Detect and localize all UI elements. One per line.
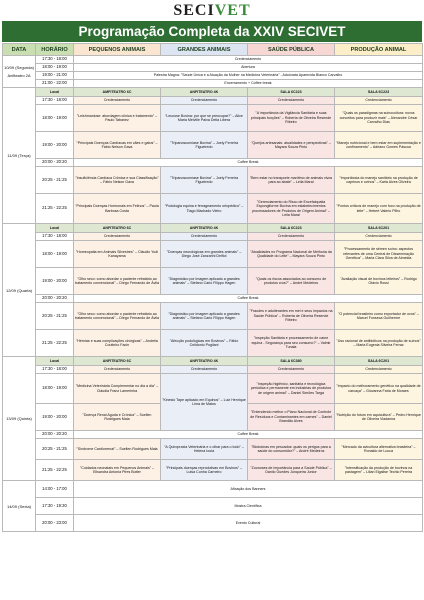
location-label: Local: [36, 224, 74, 233]
location-animal-production: SALA 6C201: [335, 224, 423, 233]
table-row: [3, 241, 423, 268]
session-cell: Credenciamento: [335, 233, 423, 241]
session-cell: "Tripanossomíase Bovina" – Joely Ferreira Figueiredo: [161, 167, 248, 194]
session-cell: "Leucose Bovina: por que se preocupar?" – Alice Maria Melville Paiva Della Libera: [161, 105, 248, 132]
session-cell: "Doenças neurológicas em grandes animais" – Diego José Zanzarini Delfiol: [161, 241, 248, 268]
day-note: Anfiteatro 2A: [7, 73, 31, 78]
session-cell: Credenciamento: [161, 366, 248, 374]
location-public-health: SALA 6C223: [248, 88, 335, 97]
session-cell: "Diagnóstico por imagem aplicado a grandes animais" – Stefano Carlo Filippo Hagen: [161, 303, 248, 330]
session-cell: "Doença Renal Aguda e Crônica" – Suellen Rodrigues Maia: [74, 404, 161, 431]
session-cell: "Tripanossomíase Bovina" – Joely Ferreira Figueiredo: [161, 132, 248, 159]
time-cell: 17:30 - 18:00: [36, 97, 74, 105]
session-cell: Credenciamento: [161, 97, 248, 105]
table-row: [3, 481, 423, 498]
session-cell: "Principais Doenças Hormonais em Felinos" – Paula Barbosa Costa: [74, 194, 161, 224]
session-cell: "Uso racional de antibióticos na produção de suínos" – Maria Eugenia Silveira Ferraz: [335, 330, 423, 357]
time-cell: 20:00 - 23:00: [36, 515, 74, 532]
time-cell: 18:00 - 19:00: [36, 105, 74, 132]
table-row: [3, 366, 423, 374]
page-title: Programação Completa da XXIV SECIVET: [2, 21, 422, 42]
time-cell: 18:00 - 19:00: [36, 64, 74, 72]
session-cell: "Entendendo melhor o Plano Nacional de Controle de Resíduos e Contaminantes em carnes" – Daniel Brandão Alves: [248, 404, 335, 431]
table-row: [3, 194, 423, 224]
session-cell: "Quais os riscos associados ao consumo de produtos crus?" – André Medeiros: [248, 268, 335, 295]
session-cell: "Fraudes e adulterantes em mel e seus impactos na Saúde Pública" – Roberta de Oliveira Resende Ribeiro: [248, 303, 335, 330]
session-cell: Credenciamento: [74, 97, 161, 105]
session-cell: "Atualidades no Programa Nacional de Melhoria da Qualidade do Leite" – Mayara Souza Pinto: [248, 241, 335, 268]
location-label: Local: [36, 88, 74, 97]
col-header-small-animals: PEQUENOS ANIMAIS: [74, 44, 161, 56]
session-cell: "Diagnóstico por imagem aplicado a grandes animais" – Stefano Carlo Filippo Hagen: [161, 268, 248, 295]
time-cell: 19:00 - 20:00: [36, 268, 74, 295]
col-header-animal-production: PRODUÇÃO ANIMAL: [335, 44, 423, 56]
logo-main: SECI: [173, 2, 215, 19]
session-cell: "Homeopatia em Animais Silvestres" – Cláudio Yudi Kanayama: [74, 241, 161, 268]
session-cell: "Impacto do melhoramento genético na qualidade de carcaça" – Giovanna Faria de Moraes: [335, 374, 423, 404]
table-row: [3, 159, 423, 167]
location-label: Local: [36, 357, 74, 366]
event-cell: Abertura: [74, 64, 423, 72]
session-cell: "Zoonoses de importância para a Saúde Pública" – Danilo Guedes Junqueira Junior: [248, 460, 335, 481]
day-cell: 14/09 (Sexta): [3, 481, 36, 532]
coffee-break-cell: Coffee Break: [74, 431, 423, 439]
time-cell: 21:25 - 22:25: [36, 460, 74, 481]
session-cell: "A importância da Vigilância Sanitária e suas principais funções" – Roberta de Oliveira Resende Ribeiro: [248, 105, 335, 132]
session-cell: "Bem estar no transporte marítimo de animais vivos para ao abate" – Leila Maral: [248, 167, 335, 194]
coffee-break-cell: Coffee Break: [74, 159, 423, 167]
table-row: [3, 295, 423, 303]
time-cell: 21:00 - 22:00: [36, 80, 74, 88]
session-cell: "Intensificação da produção de bovinos na pastagem" – Lilian Elgalise Techio Pereira: [335, 460, 423, 481]
location-row: [3, 357, 423, 366]
session-cell: "Olho seco: como abordar o paciente refratário ao tratamento convencional" – Diego Fernando de Ávila: [74, 268, 161, 295]
session-cell: "Podologia equina e ferrageamento ortopédico" – Tiago Machado Vieiro: [161, 194, 248, 224]
table-row: [3, 439, 423, 460]
table-row: [3, 80, 423, 88]
location-small-animals: ANFITEATRO 6C: [74, 224, 161, 233]
secivet-logo: [0, 0, 424, 21]
coffee-break-cell: Coffee Break: [74, 295, 423, 303]
session-cell: "Queijos artesanais: atualidades e perspectivas" – Mayara Souza Pinto: [248, 132, 335, 159]
table-row: [3, 460, 423, 481]
time-cell: 18:00 - 19:00: [36, 241, 74, 268]
table-row: [3, 330, 423, 357]
time-cell: 20:25 - 21:25: [36, 167, 74, 194]
schedule-table: [2, 43, 423, 532]
session-cell: "A Quiropraxia Veterinária e o olhar para o todo" – Helena Ioola: [161, 439, 248, 460]
location-row: [3, 224, 423, 233]
session-cell: "Avaliação visual de bovinos leiteiros" – Rodrigo Otávio Rossi: [335, 268, 423, 295]
time-cell: 17:30 - 18:00: [36, 233, 74, 241]
time-cell: 20:00 - 20:20: [36, 431, 74, 439]
table-row: [3, 132, 423, 159]
time-cell: 19:00 - 21:00: [36, 72, 74, 80]
time-cell: 21:25 - 22:25: [36, 330, 74, 357]
event-cell: Mostra Científica: [74, 498, 423, 515]
table-row: [3, 105, 423, 132]
event-cell: Palestra Magna: "Saúde Única e a Atuação da Mulher na Medicina Veterinária" - Adolorata Aparecida Bianco Carvalho: [74, 72, 423, 80]
session-cell: Credenciamento: [248, 233, 335, 241]
location-large-animals: ANFITEATRO 4K: [161, 224, 248, 233]
location-row: [3, 88, 423, 97]
time-cell: 18:00 - 19:00: [36, 374, 74, 404]
time-cell: 14:00 - 17:00: [36, 481, 74, 498]
event-cell: Evento Cultural: [74, 515, 423, 532]
col-header-large-animals: GRANDES ANIMAIS: [161, 44, 248, 56]
table-row: [3, 498, 423, 515]
table-row: [3, 268, 423, 295]
session-cell: Credenciamento: [74, 233, 161, 241]
location-public-health: SALA 6C380: [248, 357, 335, 366]
session-cell: "Importância do manejo sanitário na produção de caprinos e ovinos" – Karla Alves Oliveira: [335, 167, 423, 194]
time-cell: 17:30 - 19:30: [36, 498, 74, 515]
session-cell: "Hérnias e suas complicações cirúrgicas" – Andréia Coutinho Facin: [74, 330, 161, 357]
logo-accent: VET: [214, 2, 251, 19]
time-cell: 20:25 - 21:25: [36, 439, 74, 460]
location-animal-production: SALA 6C201: [335, 357, 423, 366]
header-row: [3, 44, 423, 56]
session-cell: "Cuidados neonatais em Pequenos Animais" – Elisandra Antonia Pires Butter: [74, 460, 161, 481]
location-large-animals: ANFITEATRO 4K: [161, 88, 248, 97]
table-row: [3, 56, 423, 64]
col-header-date: DATA: [3, 44, 36, 56]
table-row: [3, 431, 423, 439]
table-row: [3, 303, 423, 330]
session-cell: "Inspeção higiênico, sanitária e tecnológica periódica e permanente em indústrias de produtos de origem animal" – Daniel Simões Targa: [248, 374, 335, 404]
location-small-animals: AMFITEATRO 6C: [74, 88, 161, 97]
session-cell: "O potencial brasileiro como exportador de ovos" – Marcel Fonseca Guilherme: [335, 303, 423, 330]
session-cell: "Kinesio Tape aplicado em Equinos" – Luiz Henrique Lima de Matos: [161, 374, 248, 431]
event-cell: Credenciamento: [74, 56, 423, 64]
time-cell: 17:30 - 18:00: [36, 366, 74, 374]
table-row: [3, 72, 423, 80]
location-public-health: SALA 6C223: [248, 224, 335, 233]
day-cell: 13/09 (Quinta): [3, 357, 36, 481]
location-small-animals: ANFITEATRO 6C: [74, 357, 161, 366]
table-row: [3, 233, 423, 241]
time-cell: 21:25 - 22:25: [36, 194, 74, 224]
session-cell: "Principais Doenças Cardíacas em cães e gatos" – Fábio Nelson Gava: [74, 132, 161, 159]
event-cell: Afixação dos Banners: [74, 481, 423, 498]
table-row: [3, 64, 423, 72]
time-cell: 20:00 - 20:20: [36, 159, 74, 167]
session-cell: Credenciamento: [248, 366, 335, 374]
session-cell: "Olho seco: como abordar o paciente refratário ao tratamento convencional" – Diego Fernando de Ávila: [74, 303, 161, 330]
session-cell: "Principais doenças reprodutivas em Bovinos" – Luisa Cunha Carneiro: [161, 460, 248, 481]
location-animal-production: SALA 6C223: [335, 88, 423, 97]
time-cell: 20:00 - 20:20: [36, 295, 74, 303]
day-date: 10/09 (Segunda): [4, 65, 34, 70]
event-cell: Encerramento + Coffee break: [74, 80, 423, 88]
session-cell: "Mercado da avicultura alternativa brasileira" – Ronaldo de Lucca: [335, 439, 423, 460]
table-row: [3, 374, 423, 404]
session-cell: "Síndrome Cardiorrenal" – Suellen Rodrigues Maia: [74, 439, 161, 460]
day-cell: 11/09 (Terça): [3, 88, 36, 224]
session-cell: "Leishmaniose: abordagem clínica e tratamento" – Paulo Tabanez: [74, 105, 161, 132]
session-cell: "Pontos críticos de manejo com foco na produção de leite" – Hebert Valerio Pilho: [335, 194, 423, 224]
session-cell: "Quais os paradigmas na suinocultura: novos conceitos para produzir mais" – Alexandre César Carvalho Dias: [335, 105, 423, 132]
col-header-time: HORÁRIO: [36, 44, 74, 56]
session-cell: "Insuficiência Cardíaca Crônica e sua Classificação" – Fábio Nelson Gava: [74, 167, 161, 194]
session-cell: Credenciamento: [335, 366, 423, 374]
table-row: [3, 97, 423, 105]
table-row: [3, 515, 423, 532]
time-cell: 19:00 - 20:00: [36, 132, 74, 159]
session-cell: "Manejo nutricional e bem estar em suplementação e confinamento" – Adriano Gomes Páscoa: [335, 132, 423, 159]
session-cell: "Biotoxinas em pescados: quais os perigos para a saúde do consumidor?" – André Medeiros: [248, 439, 335, 460]
time-cell: 19:00 - 20:00: [36, 404, 74, 431]
time-cell: 17:30 - 18:00: [36, 56, 74, 64]
session-cell: Credenciamento: [335, 97, 423, 105]
session-cell: "Gerenciamento do Risco de Encefalopatia Espongiforme Bovina em estabelecimentos processadores de Produtos de Origem Animal" – Leila Maral: [248, 194, 335, 224]
session-cell: "Inspeção Sanitária e processamento de carne equina - Segurança para seu consumo?" – Valmir Tunala: [248, 330, 335, 357]
table-row: [3, 167, 423, 194]
col-header-public-health: SAÚDE PÚBLICA: [248, 44, 335, 56]
session-cell: "Medicina Veterinária Complementar no dia a dia" – Cláudia Franz Lamerinha: [74, 374, 161, 404]
day-cell: 12/09 (Quarta): [3, 224, 36, 357]
session-cell: Credenciamento: [248, 97, 335, 105]
time-cell: 20:25 - 21:25: [36, 303, 74, 330]
session-cell: "Afecção podológicas em Bovinos" – Fábio Celidonio Pogliani: [161, 330, 248, 357]
location-large-animals: ANFITEATRO 4K: [161, 357, 248, 366]
session-cell: Credenciamento: [161, 233, 248, 241]
session-cell: "Processamento de sêmen suíno: aspectos relevantes de uma Central de Disseminação Genética" – Maria Clara Silva de Almeida: [335, 241, 423, 268]
session-cell: "Nutrição do futuro em aquicultura" – Pedro Henrique de Oliveira Viadanna: [335, 404, 423, 431]
day-cell: [3, 56, 36, 88]
session-cell: Credenciamento: [74, 366, 161, 374]
